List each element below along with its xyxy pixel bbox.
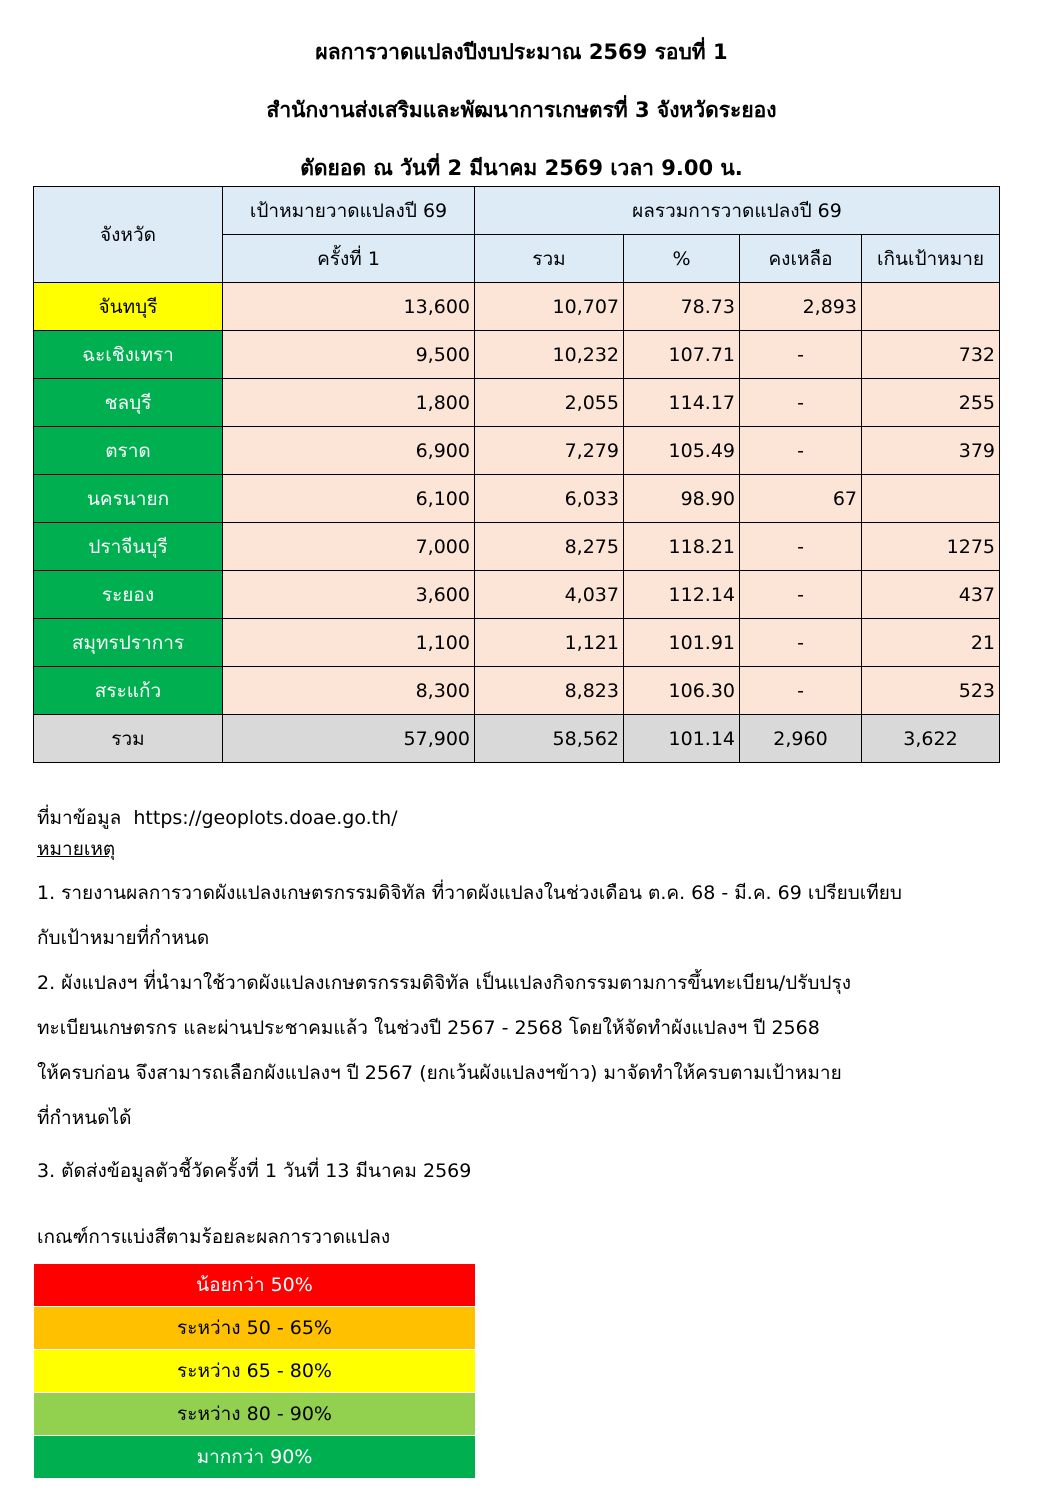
report-titles — [0, 30, 1043, 204]
percent-cell: 105.49 — [624, 427, 740, 475]
percent-cell: 78.73 — [624, 283, 740, 331]
remaining-cell: 2,893 — [740, 283, 862, 331]
title-line-1: ผลการวาดแปลงปีงบประมาณ 2569 รอบที่ 1 — [315, 40, 728, 64]
legend-item-yellow: ระหว่าง 65 - 80% — [34, 1350, 475, 1393]
note-3: 3. ตัดส่งข้อมูลตัวชี้วัดครั้งที่ 1 วันที่ 13 มีนาคม 2569 — [37, 1160, 472, 1182]
table-row — [34, 427, 1000, 475]
header-percent: % — [624, 235, 740, 283]
header-round1: ครั้งที่ 1 — [223, 235, 475, 283]
target-cell: 3,600 — [223, 571, 475, 619]
note-2a: 2. ผังแปลงฯ ที่นำมาใช้วาดผังแปลงเกษตรกรรมดิจิทัล เป็นแปลงกิจกรรมตามการขึ้นทะเบียน/ปรับปรุง — [37, 972, 851, 994]
over-cell: 732 — [862, 331, 1000, 379]
remaining-cell: - — [740, 427, 862, 475]
header-province: จังหวัด — [34, 187, 223, 283]
title-line-3: ตัดยอด ณ วันที่ 2 มีนาคม 2569 เวลา 9.00 น. — [300, 156, 743, 180]
province-cell: จันทบุรี — [34, 283, 223, 331]
over-cell: 379 — [862, 427, 1000, 475]
remaining-cell: - — [740, 667, 862, 715]
over-cell: 523 — [862, 667, 1000, 715]
table-row — [34, 523, 1000, 571]
title-line-2: สำนักงานส่งเสริมและพัฒนาการเกษตรที่ 3 จังหวัดระยอง — [266, 98, 777, 122]
province-cell: สระแก้ว — [34, 667, 223, 715]
header-total: รวม — [475, 235, 624, 283]
legend-item-orange: ระหว่าง 50 - 65% — [34, 1307, 475, 1350]
total-row — [34, 715, 1000, 763]
percent-cell: 118.21 — [624, 523, 740, 571]
header-over: เกินเป้าหมาย — [862, 235, 1000, 283]
percent-cell: 107.71 — [624, 331, 740, 379]
total-total-cell: 58,562 — [475, 715, 624, 763]
province-cell: ฉะเชิงเทรา — [34, 331, 223, 379]
note-2b: ทะเบียนเกษตรกร และผ่านประชาคมแล้ว ในช่วงปี 2567 - 2568 โดยให้จัดทำผังแปลงฯ ปี 2568 — [37, 1017, 820, 1039]
province-cell: ปราจีนบุรี — [34, 523, 223, 571]
remaining-cell: - — [740, 619, 862, 667]
over-cell: 21 — [862, 619, 1000, 667]
legend-item-green: มากกว่า 90% — [34, 1436, 475, 1479]
province-cell: สมุทรปราการ — [34, 619, 223, 667]
note-1b: กับเป้าหมายที่กำหนด — [37, 927, 210, 949]
total-target-cell: 57,900 — [223, 715, 475, 763]
target-cell: 8,300 — [223, 667, 475, 715]
total-over-cell: 3,622 — [862, 715, 1000, 763]
header-target: เป้าหมายวาดแปลงปี 69 — [223, 187, 475, 235]
province-cell: นครนายก — [34, 475, 223, 523]
target-cell: 1,800 — [223, 379, 475, 427]
total-cell: 8,823 — [475, 667, 624, 715]
table-row — [34, 571, 1000, 619]
notes-heading: หมายเหตุ — [37, 838, 116, 860]
notes-section — [37, 796, 1017, 1194]
target-cell: 9,500 — [223, 331, 475, 379]
over-cell: 437 — [862, 571, 1000, 619]
percent-cell: 101.91 — [624, 619, 740, 667]
target-cell: 6,100 — [223, 475, 475, 523]
header-row-1 — [34, 187, 1000, 235]
table-row — [34, 619, 1000, 667]
total-cell: 7,279 — [475, 427, 624, 475]
total-remaining-cell: 2,960 — [740, 715, 862, 763]
total-label-cell: รวม — [34, 715, 223, 763]
remaining-cell: - — [740, 523, 862, 571]
legend-item-red: น้อยกว่า 50% — [34, 1264, 475, 1307]
total-cell: 2,055 — [475, 379, 624, 427]
legend-title: เกณฑ์การแบ่งสีตามร้อยละผลการวาดแปลง — [37, 1226, 391, 1248]
percent-cell: 114.17 — [624, 379, 740, 427]
total-percent-cell: 101.14 — [624, 715, 740, 763]
target-cell: 1,100 — [223, 619, 475, 667]
target-cell: 6,900 — [223, 427, 475, 475]
total-cell: 1,121 — [475, 619, 624, 667]
target-cell: 7,000 — [223, 523, 475, 571]
note-2d: ที่กำหนดได้ — [37, 1107, 132, 1129]
province-cell: ชลบุรี — [34, 379, 223, 427]
target-cell: 13,600 — [223, 283, 475, 331]
total-cell: 6,033 — [475, 475, 624, 523]
over-cell: 255 — [862, 379, 1000, 427]
remaining-cell: - — [740, 571, 862, 619]
table-row — [34, 475, 1000, 523]
note-1a: 1. รายงานผลการวาดผังแปลงเกษตรกรรมดิจิทัล ที่วาดผังแปลงในช่วงเดือน ต.ค. 68 - มี.ค. 69 เปรียบเทียบ — [37, 882, 902, 904]
total-cell: 10,232 — [475, 331, 624, 379]
province-cell: ระยอง — [34, 571, 223, 619]
source-label: ที่มาข้อมูล — [37, 807, 122, 829]
total-cell: 8,275 — [475, 523, 624, 571]
table-row — [34, 331, 1000, 379]
table-row — [34, 283, 1000, 331]
source-link[interactable]: https://geoplots.doae.go.th/ — [133, 807, 398, 829]
total-cell: 10,707 — [475, 283, 624, 331]
header-result: ผลรวมการวาดแปลงปี 69 — [475, 187, 1000, 235]
header-remaining: คงเหลือ — [740, 235, 862, 283]
percent-cell: 106.30 — [624, 667, 740, 715]
table-row — [34, 667, 1000, 715]
remaining-cell: - — [740, 331, 862, 379]
province-cell: ตราด — [34, 427, 223, 475]
table-row — [34, 379, 1000, 427]
results-table — [33, 186, 1000, 763]
over-cell — [862, 475, 1000, 523]
note-2c: ให้ครบก่อน จึงสามารถเลือกผังแปลงฯ ปี 2567 (ยกเว้นผังแปลงฯข้าว) มาจัดทำให้ครบตามเป้าหมาย — [37, 1062, 842, 1084]
color-legend — [34, 1264, 475, 1479]
over-cell — [862, 283, 1000, 331]
remaining-cell: 67 — [740, 475, 862, 523]
legend-item-light-green: ระหว่าง 80 - 90% — [34, 1393, 475, 1436]
percent-cell: 112.14 — [624, 571, 740, 619]
percent-cell: 98.90 — [624, 475, 740, 523]
total-cell: 4,037 — [475, 571, 624, 619]
remaining-cell: - — [740, 379, 862, 427]
over-cell: 1275 — [862, 523, 1000, 571]
